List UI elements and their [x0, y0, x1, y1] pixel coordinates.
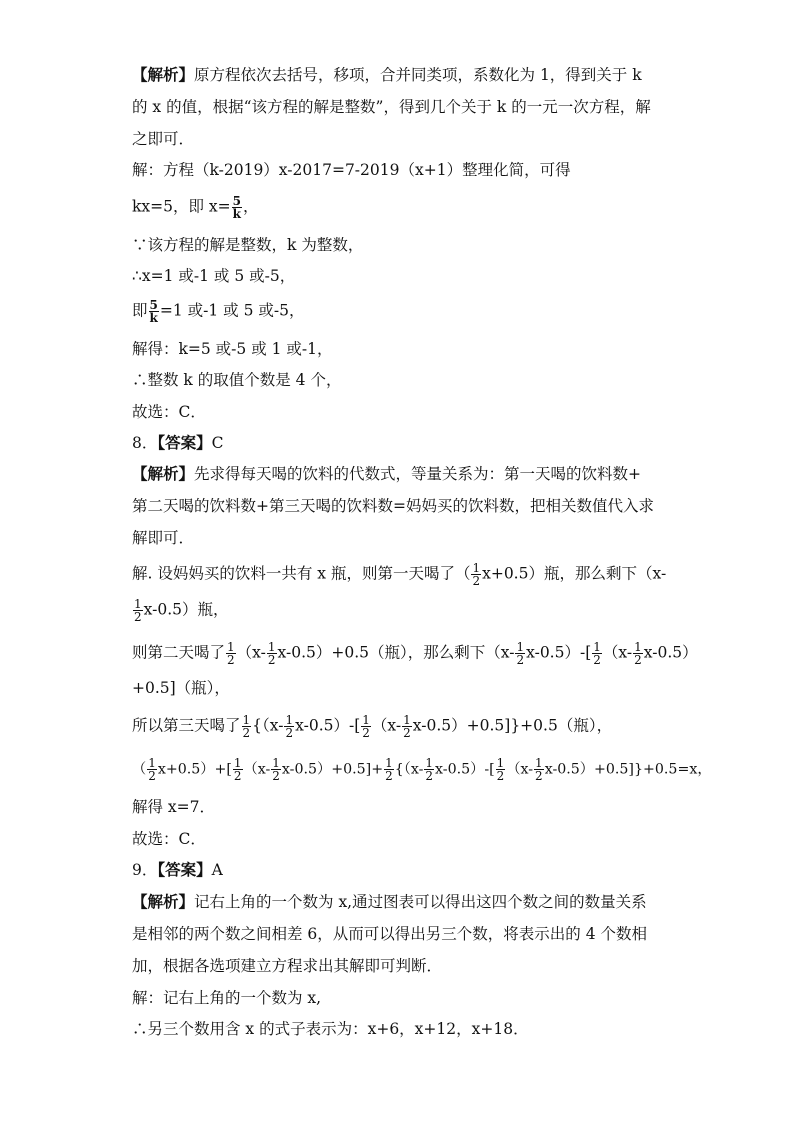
solution-line: kx=5，即 x= $\frac{5}{k}$ ， — [132, 194, 259, 221]
fraction-half: $\frac{1}{2}$ — [272, 756, 280, 783]
analysis-line: 解即可． — [132, 529, 195, 547]
fraction-half: $\frac{1}{2}$ — [425, 756, 434, 783]
answer-tag: 【答案】 — [157, 433, 212, 452]
solution-line: +0.5]（瓶）， — [132, 679, 230, 697]
analysis-tag: 【解析】 — [132, 65, 195, 84]
fraction-half: $\frac{1}{2}$ — [227, 640, 235, 667]
solution-line: 解得：k=5 或-5 或 1 或-1， — [132, 340, 333, 358]
fraction: $\frac{5}{k}$ — [149, 298, 158, 325]
fraction-half: $\frac{1}{2}$ — [233, 756, 242, 783]
analysis-line: 【解析】原方程依次去括号，移项，合并同类项，系数化为 1，得到关于 k — [132, 65, 642, 84]
fraction-half: $\frac{1}{2}$ — [242, 713, 251, 740]
fraction-half: $\frac{1}{2}$ — [634, 640, 642, 667]
answer-line: 9．【答案】A — [132, 860, 223, 879]
analysis-line: 加，根据各选项建立方程求出其解即可判断． — [132, 957, 443, 975]
fraction-half: $\frac{1}{2}$ — [496, 756, 505, 783]
solution-line: ∴x=1 或-1 或 5 或-5， — [132, 267, 296, 285]
equation-line: （ $\frac{1}{2}$ x+0.5）+[ $\frac{1}{2}$ （x- $\frac{1}{2}$ x-0.5）+0.5]+ $\frac{1}{2}$ {（x- $\frac{1}{2}$ x-0.5）-[ $\frac{1}{2}$ （x- $\frac{1}{2}$ x-0.5）+0.5]}+0.5=x， — [132, 756, 712, 783]
solution-line: ∴整数 k 的取值个数是 4 个， — [132, 371, 342, 389]
answer-tag: 【答案】 — [157, 860, 212, 879]
solution-line: 即 $\frac{5}{k}$ =1 或-1 或 5 或-5， — [132, 298, 305, 325]
fraction-half: $\frac{1}{2}$ — [593, 640, 601, 667]
fraction-half: $\frac{1}{2}$ — [362, 713, 370, 740]
solution-line: 故选：C． — [132, 403, 206, 421]
fraction-half: $\frac{1}{2}$ — [148, 756, 156, 783]
fraction-half: $\frac{1}{2}$ — [535, 756, 543, 783]
analysis-line: 的 x 的值，根据“该方程的解是整数”，得到几个关于 k 的一元一次方程，解 — [132, 98, 651, 116]
solution-line: ∴另三个数用含 x 的式子表示为：x+6，x+12，x+18． — [132, 1020, 529, 1038]
fraction-half: $\frac{1}{2}$ — [285, 713, 294, 740]
analysis-line: 之即可． — [132, 130, 195, 148]
solution-line: 解：方程（k-2019）x-2017=7-2019（x+1）整理化简，可得 — [132, 161, 571, 179]
fraction-half: $\frac{1}{2}$ — [134, 597, 142, 624]
solution-line: 故选：C． — [132, 830, 206, 848]
fraction-half: $\frac{1}{2}$ — [267, 640, 276, 667]
analysis-tag: 【解析】 — [132, 464, 195, 483]
fraction: $\frac{5}{k}$ — [232, 194, 241, 221]
solution-line: 解. 设妈妈买的饮料一共有 x 瓶，则第一天喝了（ $\frac{1}{2}$ x+0.5）瓶，那么剩下（x- — [132, 561, 667, 588]
solution-line: ∵该方程的解是整数，k 为整数， — [132, 236, 364, 254]
solution-line: $\frac{1}{2}$ x-0.5）瓶， — [134, 597, 229, 624]
solution-line: 所以第三天喝了 $\frac{1}{2}$ {（x- $\frac{1}{2}$ x-0.5）-[ $\frac{1}{2}$ （x- $\frac{1}{2}$ x-0.5）+0.5]}+0.5（瓶）， — [132, 713, 613, 740]
analysis-line: 【解析】记右上角的一个数为 x,通过图表可以得出这四个数之间的数量关系 — [132, 892, 647, 911]
fraction-half: $\frac{1}{2}$ — [516, 640, 525, 667]
solution-line: 则第二天喝了 $\frac{1}{2}$ （x- $\frac{1}{2}$ x-0.5）+0.5（瓶），那么剩下（x- $\frac{1}{2}$ x-0.5）-[ $\frac{1}{2}$ （x- $\frac{1}{2}$ x-0.5） — [132, 640, 698, 667]
solution-line: 解：记右上角的一个数为 x, — [132, 989, 322, 1007]
answer-line: 8．【答案】C — [132, 433, 224, 452]
solution-line: 解得 x=7． — [132, 798, 216, 816]
fraction-half: $\frac{1}{2}$ — [385, 756, 393, 783]
analysis-tag: 【解析】 — [132, 892, 195, 911]
analysis-line: 【解析】先求得每天喝的饮料的代数式，等量关系为：第一天喝的饮料数+ — [132, 464, 642, 483]
fraction-half: $\frac{1}{2}$ — [403, 713, 411, 740]
fraction-half: $\frac{1}{2}$ — [472, 561, 481, 588]
analysis-line: 是相邻的两个数之间相差 6，从而可以得出另三个数，将表示出的 4 个数相 — [132, 925, 648, 943]
analysis-line: 第二天喝的饮料数+第三天喝的饮料数=妈妈买的饮料数，把相关数值代入求 — [132, 497, 654, 515]
